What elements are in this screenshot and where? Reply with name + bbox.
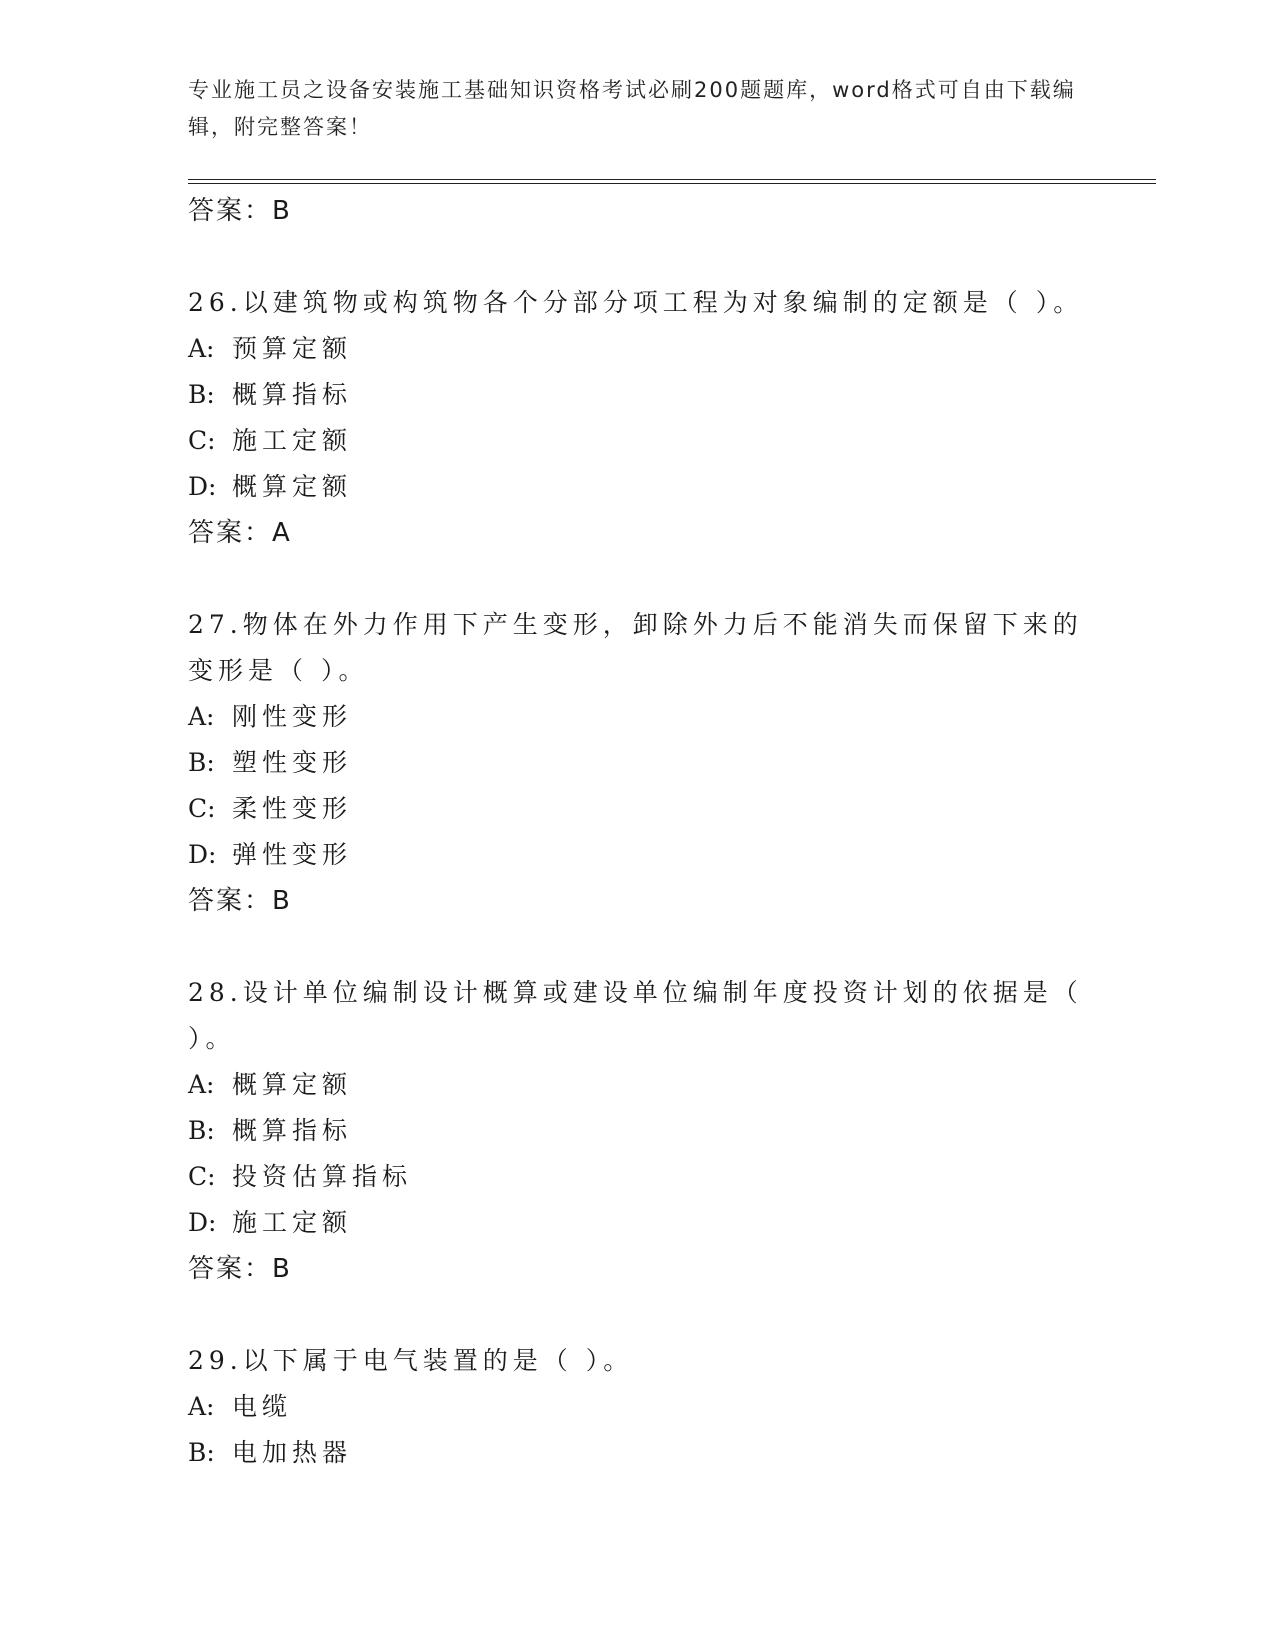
option-key: C:: [188, 1162, 216, 1191]
document-header: 专业施工员之设备安装施工基础知识资格考试必刷200题题库，word格式可自由下载编辑，附完整答案！: [188, 78, 1076, 139]
spacer: [188, 234, 1088, 280]
option-a: [188, 326, 1088, 372]
option-c: [188, 418, 1088, 464]
option-key: A:: [188, 334, 215, 363]
option-key: A:: [188, 702, 215, 731]
question-block: [188, 280, 1088, 556]
option-a: [188, 1384, 1088, 1430]
option-text: 概算指标: [232, 1116, 353, 1145]
option-text: 塑性变形: [232, 748, 353, 777]
option-d: [188, 832, 1088, 878]
option-text: 刚性变形: [232, 702, 353, 731]
option-key: D:: [188, 472, 217, 501]
spacer: [188, 1292, 1088, 1338]
answer-line: 答案：B: [188, 1254, 292, 1284]
option-text: 预算定额: [232, 334, 353, 363]
question-stem: 26.以建筑物或构筑物各个分部分项工程为对象编制的定额是（ ）。: [188, 288, 1084, 317]
option-c: [188, 786, 1088, 832]
spacer: [188, 924, 1088, 970]
spacer: [188, 556, 1088, 602]
question-list: [188, 188, 1088, 1476]
option-key: B:: [188, 380, 215, 409]
option-key: C:: [188, 794, 216, 823]
option-b: [188, 740, 1088, 786]
option-key: D:: [188, 840, 217, 869]
option-text: 概算定额: [232, 472, 353, 501]
option-b: [188, 1430, 1088, 1476]
question-block: [188, 602, 1088, 924]
option-key: B:: [188, 748, 215, 777]
option-a: [188, 694, 1088, 740]
option-text: 柔性变形: [232, 794, 353, 823]
option-text: 施工定额: [232, 426, 353, 455]
header-divider: [188, 179, 1156, 184]
option-text: 概算指标: [232, 380, 353, 409]
option-d: [188, 1200, 1088, 1246]
option-key: B:: [188, 1116, 215, 1145]
option-b: [188, 1108, 1088, 1154]
question-stem: 28.设计单位编制设计概算或建设单位编制年度投资计划的依据是（ ）。: [188, 978, 1083, 1053]
option-text: 电加热器: [232, 1438, 353, 1467]
option-text: 弹性变形: [232, 840, 353, 869]
question-stem: 29.以下属于电气装置的是（ ）。: [188, 1346, 634, 1375]
option-key: B:: [188, 1438, 215, 1467]
option-text: 电缆: [232, 1392, 293, 1421]
question-stem: 27.物体在外力作用下产生变形，卸除外力后不能消失而保留下来的变形是（ ）。: [188, 610, 1083, 685]
option-key: C:: [188, 426, 216, 455]
answer-line: 答案：B: [188, 196, 292, 226]
option-b: [188, 372, 1088, 418]
option-key: D:: [188, 1208, 217, 1237]
question-block: [188, 1338, 1088, 1476]
option-key: A:: [188, 1392, 215, 1421]
option-text: 概算定额: [232, 1070, 353, 1099]
option-text: 施工定额: [232, 1208, 353, 1237]
option-key: A:: [188, 1070, 215, 1099]
option-text: 投资估算指标: [232, 1162, 413, 1191]
answer-line: 答案：A: [188, 518, 292, 548]
answer-line: 答案：B: [188, 886, 292, 916]
option-a: [188, 1062, 1088, 1108]
option-d: [188, 464, 1088, 510]
question-block: [188, 970, 1088, 1292]
option-c: [188, 1154, 1088, 1200]
